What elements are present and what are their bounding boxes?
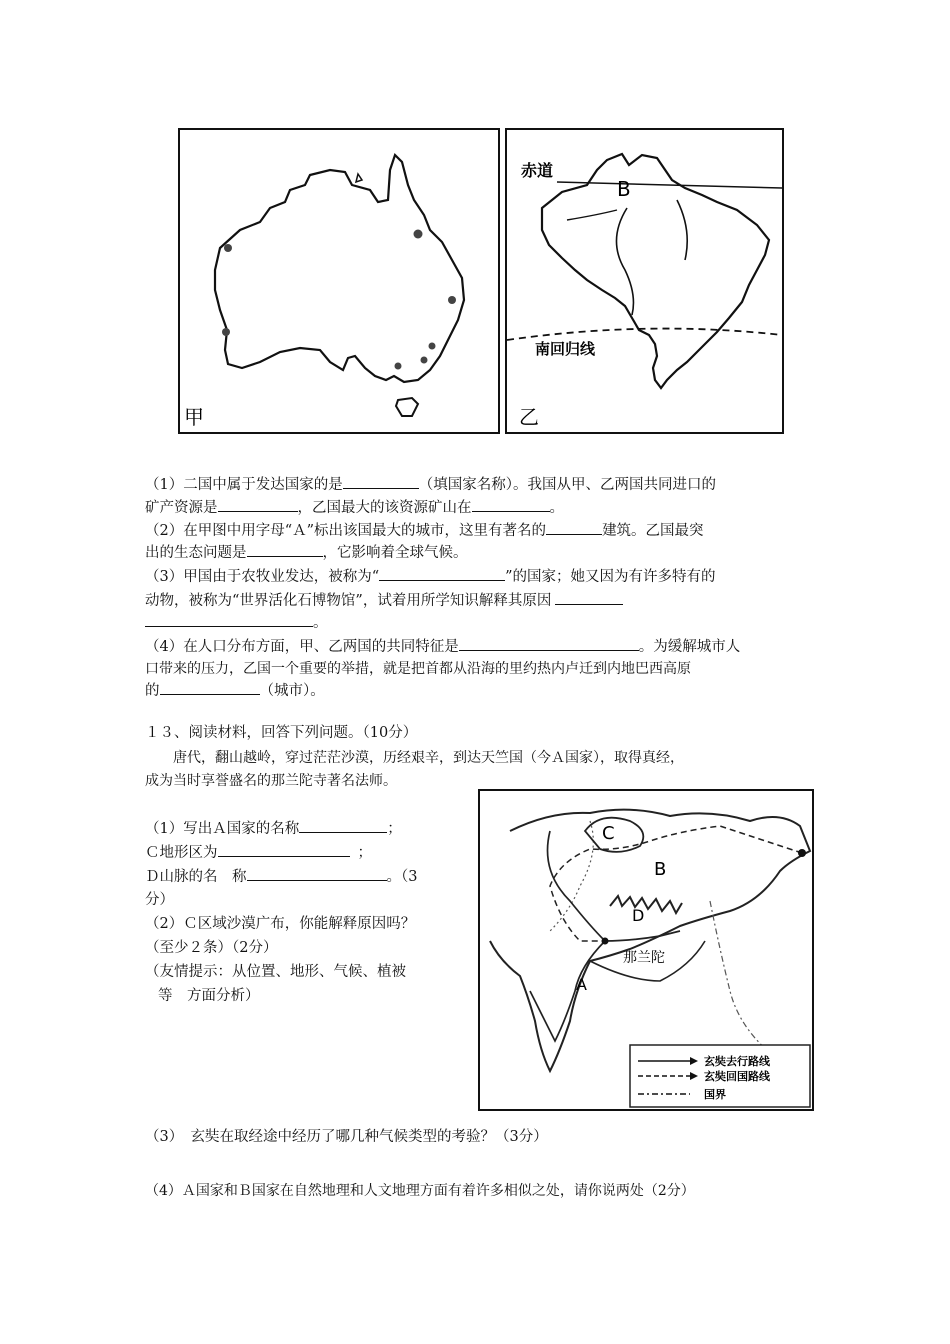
map-letter-c: C [602,823,615,844]
answer-blank[interactable] [472,497,550,512]
q12-text: ”的国家；她又因为有许多特有的 [505,569,716,585]
q13-text: 。（3 [386,869,418,885]
q13-sub4: （4）Ａ国家和Ｂ国家在自然地理和人文地理方面有着许多相似之处，请你说两处（2分） [145,1183,695,1199]
city-dot [222,328,230,336]
map-brazil [505,128,784,434]
q12-text: 。 [549,500,564,516]
q12-part1-line1 [145,474,810,496]
australia-map-graphic [180,130,498,432]
answer-blank[interactable] [555,590,623,605]
map-letter-b: B [617,177,631,201]
city-dot [448,296,456,304]
answer-blank[interactable] [218,842,350,857]
city-dot [429,343,436,350]
legend-return-label: 玄奘回国路线 [704,1070,770,1083]
return-route [550,826,802,941]
equator-line [557,182,782,188]
q12-text: ，乙国最大的该资源矿山在 [297,500,472,516]
answer-blank[interactable] [343,474,419,489]
q12-text: （4）在人口分布方面，甲、乙两国的共同特征是 [145,639,459,655]
q13-text: ； [387,821,402,837]
q13-sub2-hint2: 等 方面分析） [158,988,260,1004]
xuanzang-map-graphic [480,791,812,1109]
answer-blank[interactable] [299,818,387,833]
q12-text: 的 [145,683,160,699]
q12-text: 。为缓解城市人 [638,639,741,655]
answer-blank[interactable] [247,866,387,881]
q13-sub1-line4: 分） [145,892,174,908]
answer-blank[interactable] [145,612,313,627]
q12-part4-line3 [145,680,810,702]
q13-text: Ｄ山脉的名 称 [145,869,247,885]
q13-sub2-line1: （2）Ｃ区域沙漠广布，你能解释原因吗？ [145,916,416,932]
q13-sub2-line2: （至少２条）（2分） [145,940,278,956]
q12-text: （2）在甲图中用字母“Ａ”标出该国最大的城市，这里有著名的 [145,523,547,539]
q13-sub1-line3 [145,866,465,888]
q12-text: ，它影响着全球气候。 [322,545,468,561]
answer-blank[interactable] [379,566,505,581]
city-dot [414,230,423,239]
answer-blank[interactable] [459,636,639,651]
q12-part4-line1 [145,636,810,658]
q12-part1-line2 [145,497,810,519]
nalanda-dot [602,938,609,945]
city-dot [395,363,402,370]
q12-text: （填国家名称）。我国从甲、乙两国共同进口的 [418,477,716,493]
map-letter-b-asia: B [654,859,667,880]
q13-text: ； [357,845,372,861]
q13-sub3: （3） 玄奘在取经途中经历了哪几种气候类型的考验？（3分） [145,1129,548,1145]
legend-border-label: 国界 [704,1088,726,1101]
brazil-map-graphic [507,130,782,432]
map-jia-label: 甲 [184,405,204,429]
q12-text: 。 [313,615,328,631]
answer-blank[interactable] [218,497,298,512]
q12-text: 出的生态问题是 [145,545,247,561]
q12-text: 矿产资源是 [145,500,218,516]
q12-part3-line1 [145,566,810,588]
q12-text: 建筑。乙国最突 [602,523,704,539]
q12-text: （城市）。 [259,683,325,699]
q12-part3-line2 [145,590,810,612]
city-dot [421,357,428,364]
q13-sub2-hint1: （友情提示：从位置、地形、气候、植被 [145,964,406,980]
q12-text: （3）甲国由于农牧业发达，被称为“ [145,569,380,585]
q13-title: １３、阅读材料，回答下列问题。（10分） [145,725,418,741]
answer-blank[interactable] [546,520,602,535]
nalanda-label: 那兰陀 [623,950,665,966]
map-xuanzang-route [478,789,814,1111]
map-australia [178,128,500,434]
q12-part2-line2 [145,542,810,564]
map-letter-a: A [576,975,587,994]
tropic-line [507,329,782,340]
q12-part4-line2 [145,658,810,680]
equator-label: 赤道 [521,161,554,180]
map-yi-label: 乙 [519,405,539,429]
tropic-label: 南回归线 [535,340,596,358]
q13-text: Ｃ地形区为 [145,845,218,861]
city-dot [224,244,232,252]
map-letter-d: D [632,906,645,925]
answer-blank[interactable] [247,542,323,557]
q12-text: 动物，被称为“世界活化石博物馆”，试着用所学知识解释其原因 [145,593,552,609]
q12-text: 口带来的压力，乙国一个重要的举措，就是把首都从沿海的里约热内卢迁到内地巴西高原 [145,661,691,677]
q13-text: （1）写出Ａ国家的名称 [145,821,300,837]
q13-material-line2: 成为当时享誉盛名的那兰陀寺著名法师。 [145,773,397,789]
answer-blank[interactable] [160,680,260,695]
changan-dot [798,849,806,857]
q13-material-line1: 唐代，翻山越岭，穿过茫茫沙漠，历经艰辛，到达天竺国（今Ａ国家），取得真经， [173,750,684,766]
mountain-range [610,896,682,913]
q12-text: （1）二国中属于发达国家的是 [145,477,343,493]
q12-part3-line3 [145,612,810,634]
outbound-route [548,831,681,941]
q13-sub1-line2 [145,842,465,864]
legend-go-label: 玄奘去行路线 [704,1055,770,1068]
q12-part2-line1 [145,520,810,542]
q13-sub1-line1 [145,818,465,840]
